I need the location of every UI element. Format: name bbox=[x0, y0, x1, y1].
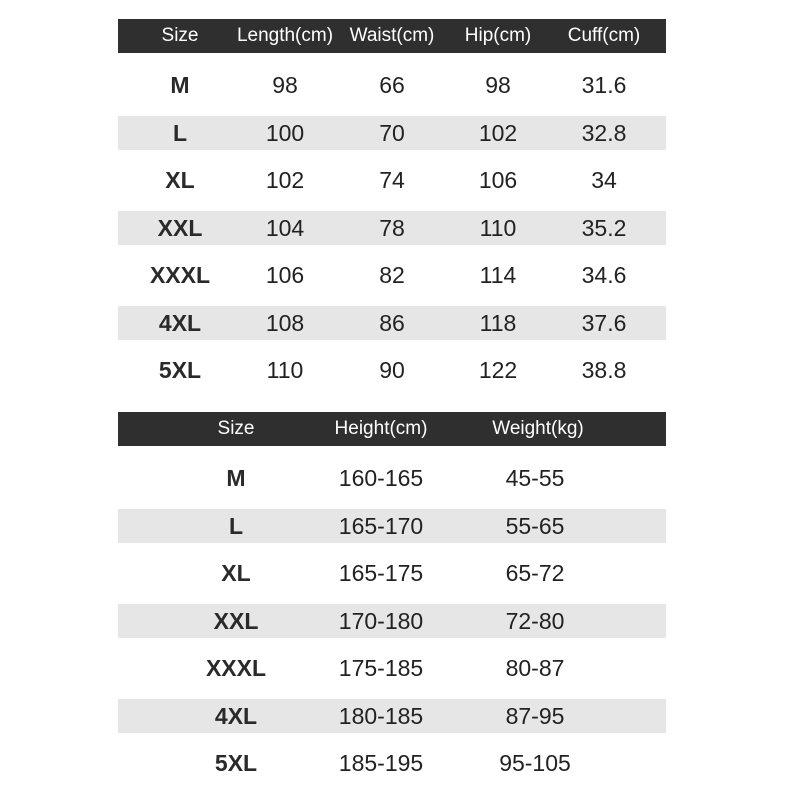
table-row bbox=[118, 116, 666, 150]
size-cell: XL bbox=[221, 560, 251, 586]
table-row bbox=[118, 211, 666, 245]
size-cell: L bbox=[172, 119, 188, 146]
measurement-table-header bbox=[118, 19, 666, 53]
waist-cell: 66 bbox=[379, 72, 405, 98]
cuff-cell: 34.6 bbox=[581, 262, 627, 288]
height-cell: 165-170 bbox=[338, 512, 424, 539]
hip-cell: 118 bbox=[479, 309, 517, 336]
header-size: Size bbox=[161, 25, 199, 46]
size-cell: L bbox=[228, 512, 244, 539]
waist-cell: 78 bbox=[379, 214, 405, 241]
weight-cell: 55-65 bbox=[505, 512, 565, 539]
weight-cell: 72-80 bbox=[505, 607, 565, 634]
measurement-table bbox=[118, 19, 666, 387]
height-cell: 170-180 bbox=[338, 607, 424, 634]
table-row bbox=[118, 699, 666, 733]
cuff-cell: 38.8 bbox=[581, 357, 627, 383]
weight-cell: 45-55 bbox=[505, 465, 565, 491]
cuff-cell: 35.2 bbox=[581, 214, 627, 241]
size-cell: M bbox=[170, 72, 190, 98]
length-cell: 108 bbox=[265, 309, 305, 336]
height-cell: 160-165 bbox=[338, 465, 424, 491]
header-height: Height(cm) bbox=[334, 418, 428, 439]
waist-cell: 82 bbox=[379, 262, 405, 288]
size-cell: XXL bbox=[157, 214, 203, 241]
length-cell: 98 bbox=[272, 72, 298, 98]
size-cell: XXL bbox=[213, 607, 259, 634]
table-row bbox=[118, 651, 666, 685]
size-cell: 4XL bbox=[158, 309, 202, 336]
hip-cell: 122 bbox=[478, 357, 518, 383]
hip-cell: 102 bbox=[478, 119, 518, 146]
table-row bbox=[118, 353, 666, 387]
size-cell: XL bbox=[165, 167, 195, 193]
header-cuff: Cuff(cm) bbox=[567, 25, 641, 46]
size-cell: XXXL bbox=[149, 262, 211, 288]
table-row bbox=[118, 604, 666, 638]
height-cell: 165-175 bbox=[338, 560, 424, 586]
table-row bbox=[118, 68, 666, 102]
table-row bbox=[118, 556, 666, 590]
size-cell: 5XL bbox=[158, 357, 202, 383]
table-row bbox=[118, 306, 666, 340]
header-size: Size bbox=[217, 418, 255, 439]
table-row bbox=[118, 258, 666, 292]
fit-guide-table bbox=[118, 412, 666, 780]
size-cell: M bbox=[226, 465, 246, 491]
weight-cell: 95-105 bbox=[499, 750, 571, 776]
waist-cell: 74 bbox=[379, 167, 405, 193]
hip-cell: 114 bbox=[479, 262, 517, 288]
cuff-cell: 37.6 bbox=[581, 309, 627, 336]
table-row bbox=[118, 746, 666, 780]
table-row bbox=[118, 163, 666, 197]
waist-cell: 70 bbox=[379, 119, 405, 146]
hip-cell: 98 bbox=[485, 72, 511, 98]
size-cell: 5XL bbox=[214, 750, 258, 776]
header-weight: Weight(kg) bbox=[492, 418, 584, 439]
length-cell: 104 bbox=[265, 214, 305, 241]
length-cell: 100 bbox=[265, 119, 305, 146]
length-cell: 106 bbox=[265, 262, 305, 288]
weight-cell: 87-95 bbox=[505, 702, 565, 729]
hip-cell: 106 bbox=[478, 167, 518, 193]
weight-cell: 65-72 bbox=[505, 560, 565, 586]
header-waist: Waist(cm) bbox=[349, 25, 435, 46]
height-cell: 175-185 bbox=[338, 655, 424, 681]
table-row bbox=[118, 509, 666, 543]
header-length: Length(cm) bbox=[236, 25, 334, 46]
size-cell: 4XL bbox=[214, 702, 258, 729]
waist-cell: 86 bbox=[379, 309, 405, 336]
cuff-cell: 32.8 bbox=[581, 119, 627, 146]
table-row bbox=[118, 461, 666, 495]
height-cell: 180-185 bbox=[338, 702, 424, 729]
cuff-cell: 31.6 bbox=[581, 72, 627, 98]
hip-cell: 110 bbox=[479, 214, 517, 241]
waist-cell: 90 bbox=[379, 357, 405, 383]
fit-guide-table-header bbox=[118, 412, 666, 446]
cuff-cell: 34 bbox=[591, 167, 617, 193]
weight-cell: 80-87 bbox=[505, 655, 565, 681]
length-cell: 110 bbox=[266, 357, 304, 383]
length-cell: 102 bbox=[265, 167, 305, 193]
height-cell: 185-195 bbox=[338, 750, 424, 776]
header-hip: Hip(cm) bbox=[464, 25, 532, 46]
size-cell: XXXL bbox=[205, 655, 267, 681]
